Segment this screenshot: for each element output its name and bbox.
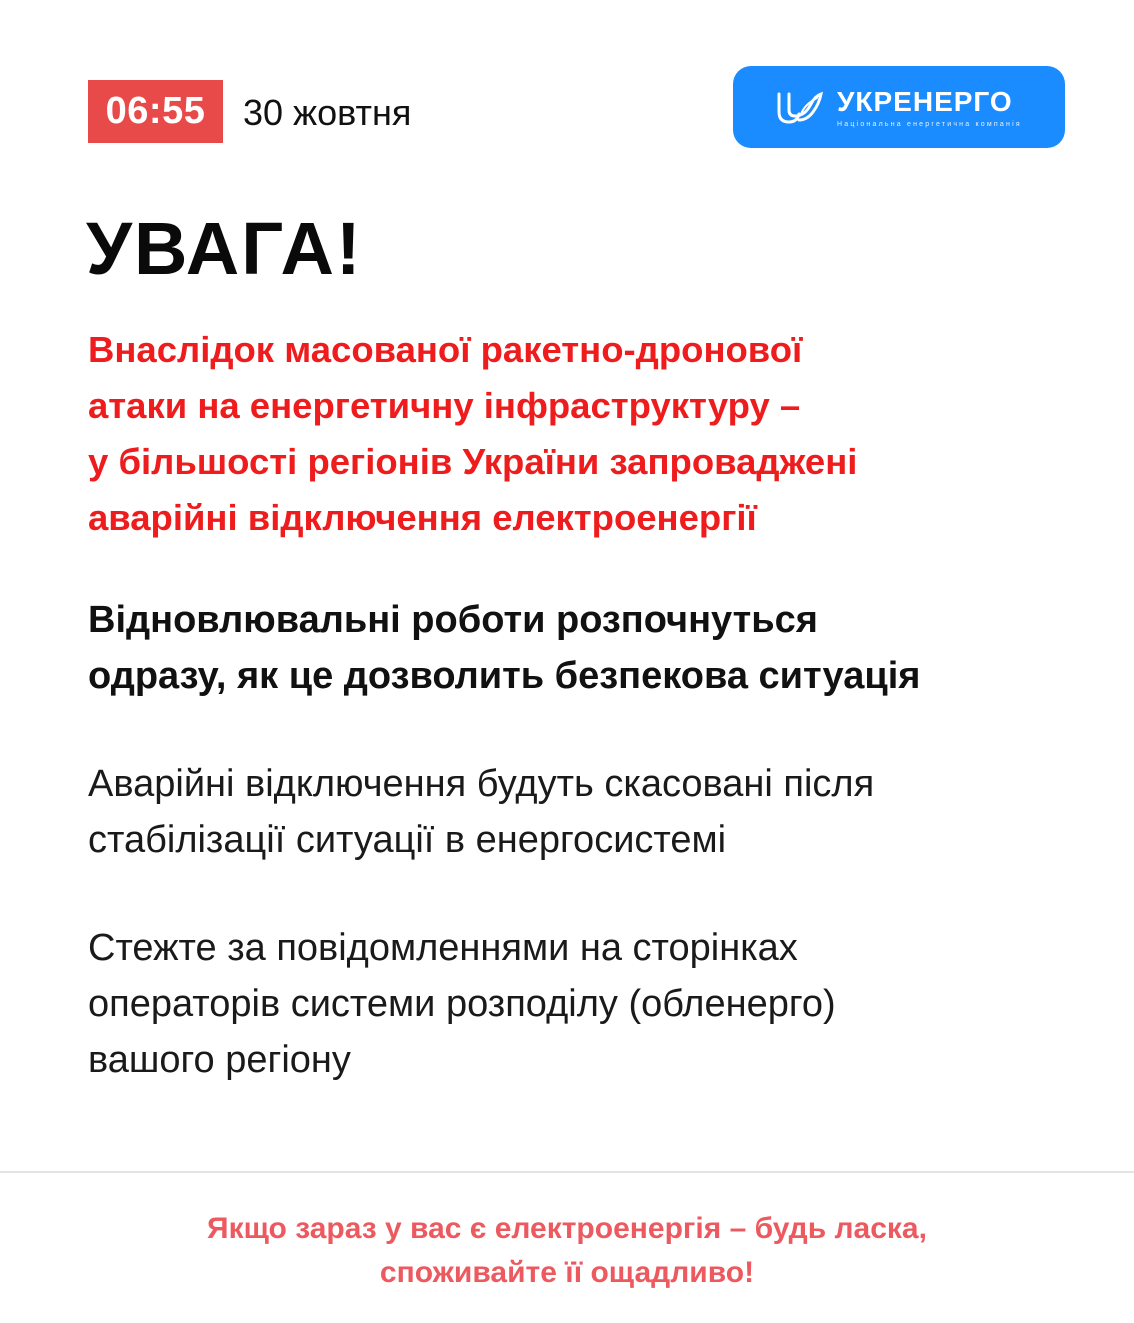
alert-line: аварійні відключення електроенергії: [88, 497, 757, 538]
ukrenergo-logo: [733, 66, 1065, 148]
footer-note: [0, 1207, 1134, 1295]
footer-line: споживайте її ощадливо!: [379, 1256, 755, 1289]
alert-line: Внаслідок масованої ракетно-дронової: [88, 329, 803, 370]
cancellation-message: [88, 756, 1088, 868]
logo-tagline: Національна енергетична компанія: [837, 121, 1022, 128]
alert-message: [88, 322, 1088, 546]
cancellation-line: стабілізації ситуації в енергосистемі: [88, 819, 727, 861]
recovery-line: Відновлювальні роботи розпочнуться: [88, 599, 818, 641]
recovery-line: одразу, як це дозволить безпекова ситуація: [88, 655, 921, 697]
alert-line: атаки на енергетичну інфраструктуру –: [88, 385, 801, 426]
footer-line: Якщо зараз у вас є електроенергія – будь ласка,: [207, 1212, 927, 1245]
follow-line: операторів системи розподілу (обленерго): [88, 983, 836, 1025]
time-badge: 06:55: [88, 80, 223, 143]
date-label: 30 жовтня: [243, 92, 412, 133]
recovery-message: [88, 592, 1088, 704]
footer-divider: [0, 1171, 1134, 1173]
follow-line: вашого регіону: [88, 1039, 351, 1081]
ukrenergo-logo-icon: [775, 88, 825, 126]
follow-line: Стежте за повідомленнями на сторінках: [88, 927, 798, 969]
alert-line: у більшості регіонів України запроваджені: [88, 441, 858, 482]
follow-message: [88, 920, 1088, 1088]
page-headline: УВАГА!: [86, 207, 363, 290]
logo-name: УКРЕНЕРГО: [837, 86, 1013, 117]
cancellation-line: Аварійні відключення будуть скасовані після: [88, 763, 875, 805]
